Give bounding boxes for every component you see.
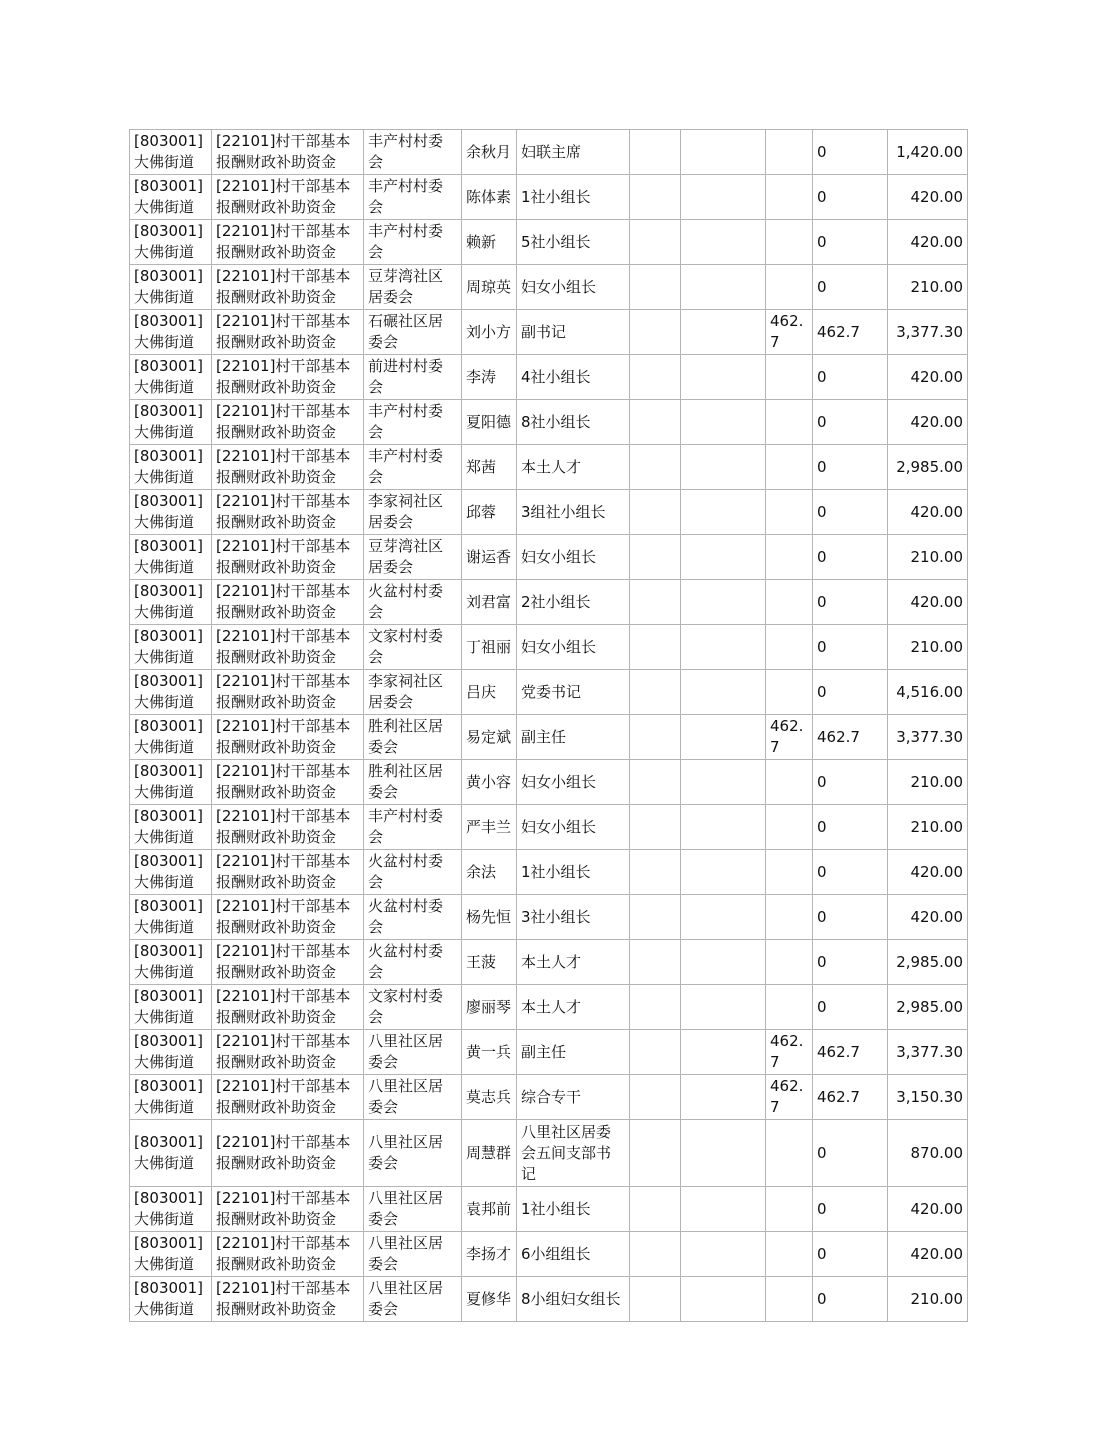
- cell-amount: 1,420.00: [888, 130, 968, 175]
- cell-col6: [630, 715, 681, 760]
- cell-deduction: 462.7: [766, 1030, 813, 1075]
- cell-position: 妇女小组长: [517, 535, 630, 580]
- cell-amount: 3,377.30: [888, 310, 968, 355]
- cell-fund: [22101]村干部基本报酬财政补助资金: [212, 175, 364, 220]
- table-row: [130, 670, 968, 715]
- cell-deduction: [766, 535, 813, 580]
- cell-name: 郑茜: [462, 445, 517, 490]
- cell-position: 副书记: [517, 310, 630, 355]
- cell-fund: [22101]村干部基本报酬财政补助资金: [212, 1277, 364, 1322]
- cell-deduction-total: 0: [813, 985, 888, 1030]
- cell-name: 周琼英: [462, 265, 517, 310]
- table-row: [130, 1120, 968, 1187]
- table-row: [130, 445, 968, 490]
- table-body: [130, 130, 968, 1322]
- cell-organization: 丰产村村委会: [364, 445, 462, 490]
- cell-deduction-total: 0: [813, 355, 888, 400]
- cell-deduction: 462.7: [766, 1075, 813, 1120]
- cell-col7: [681, 175, 766, 220]
- cell-deduction-total: 0: [813, 1277, 888, 1322]
- cell-col7: [681, 1187, 766, 1232]
- cell-position: 党委书记: [517, 670, 630, 715]
- cell-amount: 420.00: [888, 895, 968, 940]
- cell-deduction: [766, 1187, 813, 1232]
- table-row: [130, 805, 968, 850]
- cell-unit: [803001]大佛街道: [130, 1187, 212, 1232]
- cell-col7: [681, 940, 766, 985]
- cell-col7: [681, 355, 766, 400]
- cell-deduction-total: 0: [813, 760, 888, 805]
- cell-name: 赖新: [462, 220, 517, 265]
- cell-col6: [630, 985, 681, 1030]
- table-row: [130, 490, 968, 535]
- cell-col7: [681, 1120, 766, 1187]
- cell-position: 3组社小组长: [517, 490, 630, 535]
- cell-organization: 八里社区居委会: [364, 1120, 462, 1187]
- cell-position: 妇女小组长: [517, 265, 630, 310]
- cell-col7: [681, 805, 766, 850]
- table-row: [130, 400, 968, 445]
- cell-position: 综合专干: [517, 1075, 630, 1120]
- cell-deduction-total: 0: [813, 445, 888, 490]
- cell-organization: 李家祠社区居委会: [364, 490, 462, 535]
- cell-col7: [681, 220, 766, 265]
- cell-col6: [630, 760, 681, 805]
- cell-organization: 李家祠社区居委会: [364, 670, 462, 715]
- cell-position: 1社小组长: [517, 175, 630, 220]
- cell-organization: 丰产村村委会: [364, 175, 462, 220]
- cell-name: 刘君富: [462, 580, 517, 625]
- cell-organization: 火盆村村委会: [364, 850, 462, 895]
- cell-deduction: [766, 400, 813, 445]
- cell-fund: [22101]村干部基本报酬财政补助资金: [212, 895, 364, 940]
- cell-unit: [803001]大佛街道: [130, 355, 212, 400]
- cell-unit: [803001]大佛街道: [130, 490, 212, 535]
- table-row: [130, 1030, 968, 1075]
- table-row: [130, 310, 968, 355]
- cell-col7: [681, 1075, 766, 1120]
- cell-name: 陈体素: [462, 175, 517, 220]
- cell-deduction-total: 0: [813, 940, 888, 985]
- cell-fund: [22101]村干部基本报酬财政补助资金: [212, 670, 364, 715]
- cell-unit: [803001]大佛街道: [130, 445, 212, 490]
- cell-fund: [22101]村干部基本报酬财政补助资金: [212, 1187, 364, 1232]
- cell-col6: [630, 1075, 681, 1120]
- cell-fund: [22101]村干部基本报酬财政补助资金: [212, 805, 364, 850]
- table-row: [130, 355, 968, 400]
- cell-unit: [803001]大佛街道: [130, 535, 212, 580]
- cell-fund: [22101]村干部基本报酬财政补助资金: [212, 760, 364, 805]
- cell-deduction: [766, 490, 813, 535]
- cell-col6: [630, 670, 681, 715]
- cell-name: 邱蓉: [462, 490, 517, 535]
- cell-unit: [803001]大佛街道: [130, 1030, 212, 1075]
- table-row: [130, 175, 968, 220]
- cell-amount: 2,985.00: [888, 940, 968, 985]
- cell-amount: 4,516.00: [888, 670, 968, 715]
- cell-deduction: [766, 850, 813, 895]
- cell-col6: [630, 1277, 681, 1322]
- cell-position: 1社小组长: [517, 850, 630, 895]
- cell-amount: 420.00: [888, 490, 968, 535]
- cell-col7: [681, 1277, 766, 1322]
- cell-organization: 八里社区居委会: [364, 1187, 462, 1232]
- cell-deduction: [766, 760, 813, 805]
- cell-name: 袁邦前: [462, 1187, 517, 1232]
- table-row: [130, 580, 968, 625]
- cell-deduction-total: 0: [813, 805, 888, 850]
- salary-table: [129, 129, 968, 1322]
- cell-amount: 210.00: [888, 760, 968, 805]
- cell-deduction-total: 0: [813, 1120, 888, 1187]
- cell-deduction: [766, 670, 813, 715]
- cell-amount: 2,985.00: [888, 445, 968, 490]
- cell-organization: 八里社区居委会: [364, 1232, 462, 1277]
- cell-amount: 210.00: [888, 265, 968, 310]
- cell-unit: [803001]大佛街道: [130, 1277, 212, 1322]
- cell-unit: [803001]大佛街道: [130, 940, 212, 985]
- table-row: [130, 265, 968, 310]
- cell-fund: [22101]村干部基本报酬财政补助资金: [212, 1075, 364, 1120]
- cell-fund: [22101]村干部基本报酬财政补助资金: [212, 355, 364, 400]
- cell-unit: [803001]大佛街道: [130, 850, 212, 895]
- cell-deduction-total: 462.7: [813, 715, 888, 760]
- cell-col6: [630, 625, 681, 670]
- cell-position: 5社小组长: [517, 220, 630, 265]
- cell-deduction-total: 0: [813, 220, 888, 265]
- cell-deduction-total: 0: [813, 1232, 888, 1277]
- cell-fund: [22101]村干部基本报酬财政补助资金: [212, 1120, 364, 1187]
- cell-unit: [803001]大佛街道: [130, 715, 212, 760]
- cell-col6: [630, 175, 681, 220]
- cell-deduction-total: 0: [813, 850, 888, 895]
- cell-fund: [22101]村干部基本报酬财政补助资金: [212, 715, 364, 760]
- cell-amount: 210.00: [888, 805, 968, 850]
- cell-col7: [681, 580, 766, 625]
- cell-amount: 210.00: [888, 1277, 968, 1322]
- cell-fund: [22101]村干部基本报酬财政补助资金: [212, 220, 364, 265]
- cell-amount: 420.00: [888, 850, 968, 895]
- cell-col6: [630, 445, 681, 490]
- cell-name: 黄一兵: [462, 1030, 517, 1075]
- cell-col7: [681, 490, 766, 535]
- cell-position: 6小组组长: [517, 1232, 630, 1277]
- cell-name: 杨先恒: [462, 895, 517, 940]
- cell-unit: [803001]大佛街道: [130, 985, 212, 1030]
- cell-organization: 丰产村村委会: [364, 805, 462, 850]
- cell-organization: 胜利社区居委会: [364, 715, 462, 760]
- cell-unit: [803001]大佛街道: [130, 1075, 212, 1120]
- cell-position: 8小组妇女组长: [517, 1277, 630, 1322]
- cell-organization: 豆芽湾社区居委会: [364, 535, 462, 580]
- cell-position: 妇联主席: [517, 130, 630, 175]
- cell-col7: [681, 985, 766, 1030]
- cell-col6: [630, 220, 681, 265]
- cell-fund: [22101]村干部基本报酬财政补助资金: [212, 535, 364, 580]
- cell-fund: [22101]村干部基本报酬财政补助资金: [212, 625, 364, 670]
- cell-col7: [681, 130, 766, 175]
- cell-position: 1社小组长: [517, 1187, 630, 1232]
- cell-col7: [681, 445, 766, 490]
- table-row: [130, 760, 968, 805]
- cell-deduction: [766, 1232, 813, 1277]
- cell-name: 余秋月: [462, 130, 517, 175]
- cell-deduction: [766, 1277, 813, 1322]
- cell-name: 夏阳德: [462, 400, 517, 445]
- cell-unit: [803001]大佛街道: [130, 130, 212, 175]
- cell-amount: 210.00: [888, 535, 968, 580]
- cell-deduction: [766, 940, 813, 985]
- cell-name: 莫志兵: [462, 1075, 517, 1120]
- cell-col6: [630, 355, 681, 400]
- cell-position: 本土人才: [517, 940, 630, 985]
- cell-amount: 3,377.30: [888, 715, 968, 760]
- cell-col6: [630, 1120, 681, 1187]
- cell-deduction: [766, 895, 813, 940]
- cell-position: 3社小组长: [517, 895, 630, 940]
- cell-amount: 3,377.30: [888, 1030, 968, 1075]
- cell-col6: [630, 130, 681, 175]
- table-row: [130, 895, 968, 940]
- cell-col7: [681, 670, 766, 715]
- cell-unit: [803001]大佛街道: [130, 265, 212, 310]
- cell-deduction: [766, 985, 813, 1030]
- cell-col7: [681, 625, 766, 670]
- cell-unit: [803001]大佛街道: [130, 1232, 212, 1277]
- cell-deduction-total: 0: [813, 130, 888, 175]
- cell-position: 妇女小组长: [517, 805, 630, 850]
- cell-deduction: [766, 265, 813, 310]
- cell-position: 本土人才: [517, 445, 630, 490]
- cell-name: 谢运香: [462, 535, 517, 580]
- cell-deduction-total: 462.7: [813, 1075, 888, 1120]
- cell-col7: [681, 265, 766, 310]
- cell-organization: 豆芽湾社区居委会: [364, 265, 462, 310]
- cell-name: 周慧群: [462, 1120, 517, 1187]
- cell-deduction: [766, 355, 813, 400]
- cell-position: 妇女小组长: [517, 625, 630, 670]
- cell-deduction-total: 0: [813, 490, 888, 535]
- cell-unit: [803001]大佛街道: [130, 175, 212, 220]
- cell-name: 李扬才: [462, 1232, 517, 1277]
- cell-col7: [681, 895, 766, 940]
- table-row: [130, 850, 968, 895]
- cell-position: 8社小组长: [517, 400, 630, 445]
- cell-col6: [630, 1187, 681, 1232]
- cell-deduction-total: 0: [813, 1187, 888, 1232]
- cell-unit: [803001]大佛街道: [130, 895, 212, 940]
- cell-deduction-total: 0: [813, 535, 888, 580]
- cell-col6: [630, 265, 681, 310]
- cell-position: 4社小组长: [517, 355, 630, 400]
- cell-deduction-total: 0: [813, 625, 888, 670]
- cell-fund: [22101]村干部基本报酬财政补助资金: [212, 985, 364, 1030]
- cell-name: 吕庆: [462, 670, 517, 715]
- cell-deduction: [766, 445, 813, 490]
- table-row: [130, 985, 968, 1030]
- cell-amount: 210.00: [888, 625, 968, 670]
- cell-name: 夏修华: [462, 1277, 517, 1322]
- cell-deduction-total: 462.7: [813, 310, 888, 355]
- cell-unit: [803001]大佛街道: [130, 670, 212, 715]
- cell-col6: [630, 895, 681, 940]
- cell-amount: 420.00: [888, 400, 968, 445]
- cell-position: 副主任: [517, 1030, 630, 1075]
- cell-fund: [22101]村干部基本报酬财政补助资金: [212, 580, 364, 625]
- cell-position: 八里社区居委会五间支部书记: [517, 1120, 630, 1187]
- cell-unit: [803001]大佛街道: [130, 805, 212, 850]
- cell-col6: [630, 850, 681, 895]
- table-row: [130, 1075, 968, 1120]
- cell-organization: 火盆村村委会: [364, 580, 462, 625]
- cell-organization: 八里社区居委会: [364, 1030, 462, 1075]
- table-row: [130, 220, 968, 265]
- cell-organization: 文家村村委会: [364, 625, 462, 670]
- cell-name: 严丰兰: [462, 805, 517, 850]
- cell-name: 余法: [462, 850, 517, 895]
- cell-name: 刘小方: [462, 310, 517, 355]
- cell-amount: 420.00: [888, 355, 968, 400]
- cell-col6: [630, 490, 681, 535]
- cell-position: 副主任: [517, 715, 630, 760]
- cell-deduction: [766, 625, 813, 670]
- cell-deduction: 462.7: [766, 715, 813, 760]
- cell-col7: [681, 310, 766, 355]
- cell-unit: [803001]大佛街道: [130, 400, 212, 445]
- cell-deduction-total: 462.7: [813, 1030, 888, 1075]
- cell-deduction-total: 0: [813, 265, 888, 310]
- cell-amount: 3,150.30: [888, 1075, 968, 1120]
- cell-col6: [630, 1232, 681, 1277]
- cell-organization: 八里社区居委会: [364, 1277, 462, 1322]
- cell-fund: [22101]村干部基本报酬财政补助资金: [212, 850, 364, 895]
- cell-deduction: [766, 805, 813, 850]
- cell-deduction: [766, 175, 813, 220]
- cell-amount: 420.00: [888, 175, 968, 220]
- cell-fund: [22101]村干部基本报酬财政补助资金: [212, 445, 364, 490]
- cell-deduction: [766, 580, 813, 625]
- table-row: [130, 940, 968, 985]
- cell-organization: 火盆村村委会: [364, 940, 462, 985]
- cell-col6: [630, 940, 681, 985]
- cell-deduction-total: 0: [813, 175, 888, 220]
- table-row: [130, 1232, 968, 1277]
- cell-fund: [22101]村干部基本报酬财政补助资金: [212, 490, 364, 535]
- cell-col7: [681, 850, 766, 895]
- cell-fund: [22101]村干部基本报酬财政补助资金: [212, 400, 364, 445]
- cell-col7: [681, 1232, 766, 1277]
- cell-col6: [630, 580, 681, 625]
- cell-organization: 火盆村村委会: [364, 895, 462, 940]
- table-row: [130, 1277, 968, 1322]
- cell-amount: 420.00: [888, 580, 968, 625]
- cell-name: 丁祖丽: [462, 625, 517, 670]
- cell-organization: 文家村村委会: [364, 985, 462, 1030]
- cell-col6: [630, 805, 681, 850]
- cell-fund: [22101]村干部基本报酬财政补助资金: [212, 1030, 364, 1075]
- table-row: [130, 625, 968, 670]
- cell-amount: 420.00: [888, 1187, 968, 1232]
- cell-fund: [22101]村干部基本报酬财政补助资金: [212, 265, 364, 310]
- cell-organization: 前进村村委会: [364, 355, 462, 400]
- cell-deduction: [766, 130, 813, 175]
- cell-organization: 胜利社区居委会: [364, 760, 462, 805]
- cell-amount: 420.00: [888, 220, 968, 265]
- cell-name: 王菠: [462, 940, 517, 985]
- cell-fund: [22101]村干部基本报酬财政补助资金: [212, 940, 364, 985]
- cell-name: 李涛: [462, 355, 517, 400]
- cell-unit: [803001]大佛街道: [130, 220, 212, 265]
- cell-amount: 870.00: [888, 1120, 968, 1187]
- cell-col6: [630, 535, 681, 580]
- cell-unit: [803001]大佛街道: [130, 1120, 212, 1187]
- cell-unit: [803001]大佛街道: [130, 760, 212, 805]
- cell-organization: 丰产村村委会: [364, 220, 462, 265]
- table-row: [130, 715, 968, 760]
- cell-position: 本土人才: [517, 985, 630, 1030]
- cell-unit: [803001]大佛街道: [130, 310, 212, 355]
- cell-organization: 八里社区居委会: [364, 1075, 462, 1120]
- cell-deduction: [766, 220, 813, 265]
- cell-amount: 420.00: [888, 1232, 968, 1277]
- cell-deduction-total: 0: [813, 400, 888, 445]
- cell-organization: 丰产村村委会: [364, 400, 462, 445]
- cell-organization: 石碾社区居委会: [364, 310, 462, 355]
- table-row: [130, 130, 968, 175]
- cell-position: 2社小组长: [517, 580, 630, 625]
- table-row: [130, 535, 968, 580]
- cell-col7: [681, 400, 766, 445]
- cell-col7: [681, 1030, 766, 1075]
- cell-col7: [681, 715, 766, 760]
- cell-name: 黄小容: [462, 760, 517, 805]
- cell-col6: [630, 400, 681, 445]
- cell-col6: [630, 1030, 681, 1075]
- cell-fund: [22101]村干部基本报酬财政补助资金: [212, 310, 364, 355]
- cell-col6: [630, 310, 681, 355]
- cell-deduction: [766, 1120, 813, 1187]
- cell-unit: [803001]大佛街道: [130, 625, 212, 670]
- cell-fund: [22101]村干部基本报酬财政补助资金: [212, 130, 364, 175]
- cell-deduction-total: 0: [813, 580, 888, 625]
- cell-deduction: 462.7: [766, 310, 813, 355]
- cell-unit: [803001]大佛街道: [130, 580, 212, 625]
- table-row: [130, 1187, 968, 1232]
- cell-deduction-total: 0: [813, 895, 888, 940]
- cell-name: 廖丽琴: [462, 985, 517, 1030]
- cell-position: 妇女小组长: [517, 760, 630, 805]
- cell-col7: [681, 760, 766, 805]
- cell-deduction-total: 0: [813, 670, 888, 715]
- cell-amount: 2,985.00: [888, 985, 968, 1030]
- cell-col7: [681, 535, 766, 580]
- cell-name: 易定斌: [462, 715, 517, 760]
- cell-fund: [22101]村干部基本报酬财政补助资金: [212, 1232, 364, 1277]
- cell-organization: 丰产村村委会: [364, 130, 462, 175]
